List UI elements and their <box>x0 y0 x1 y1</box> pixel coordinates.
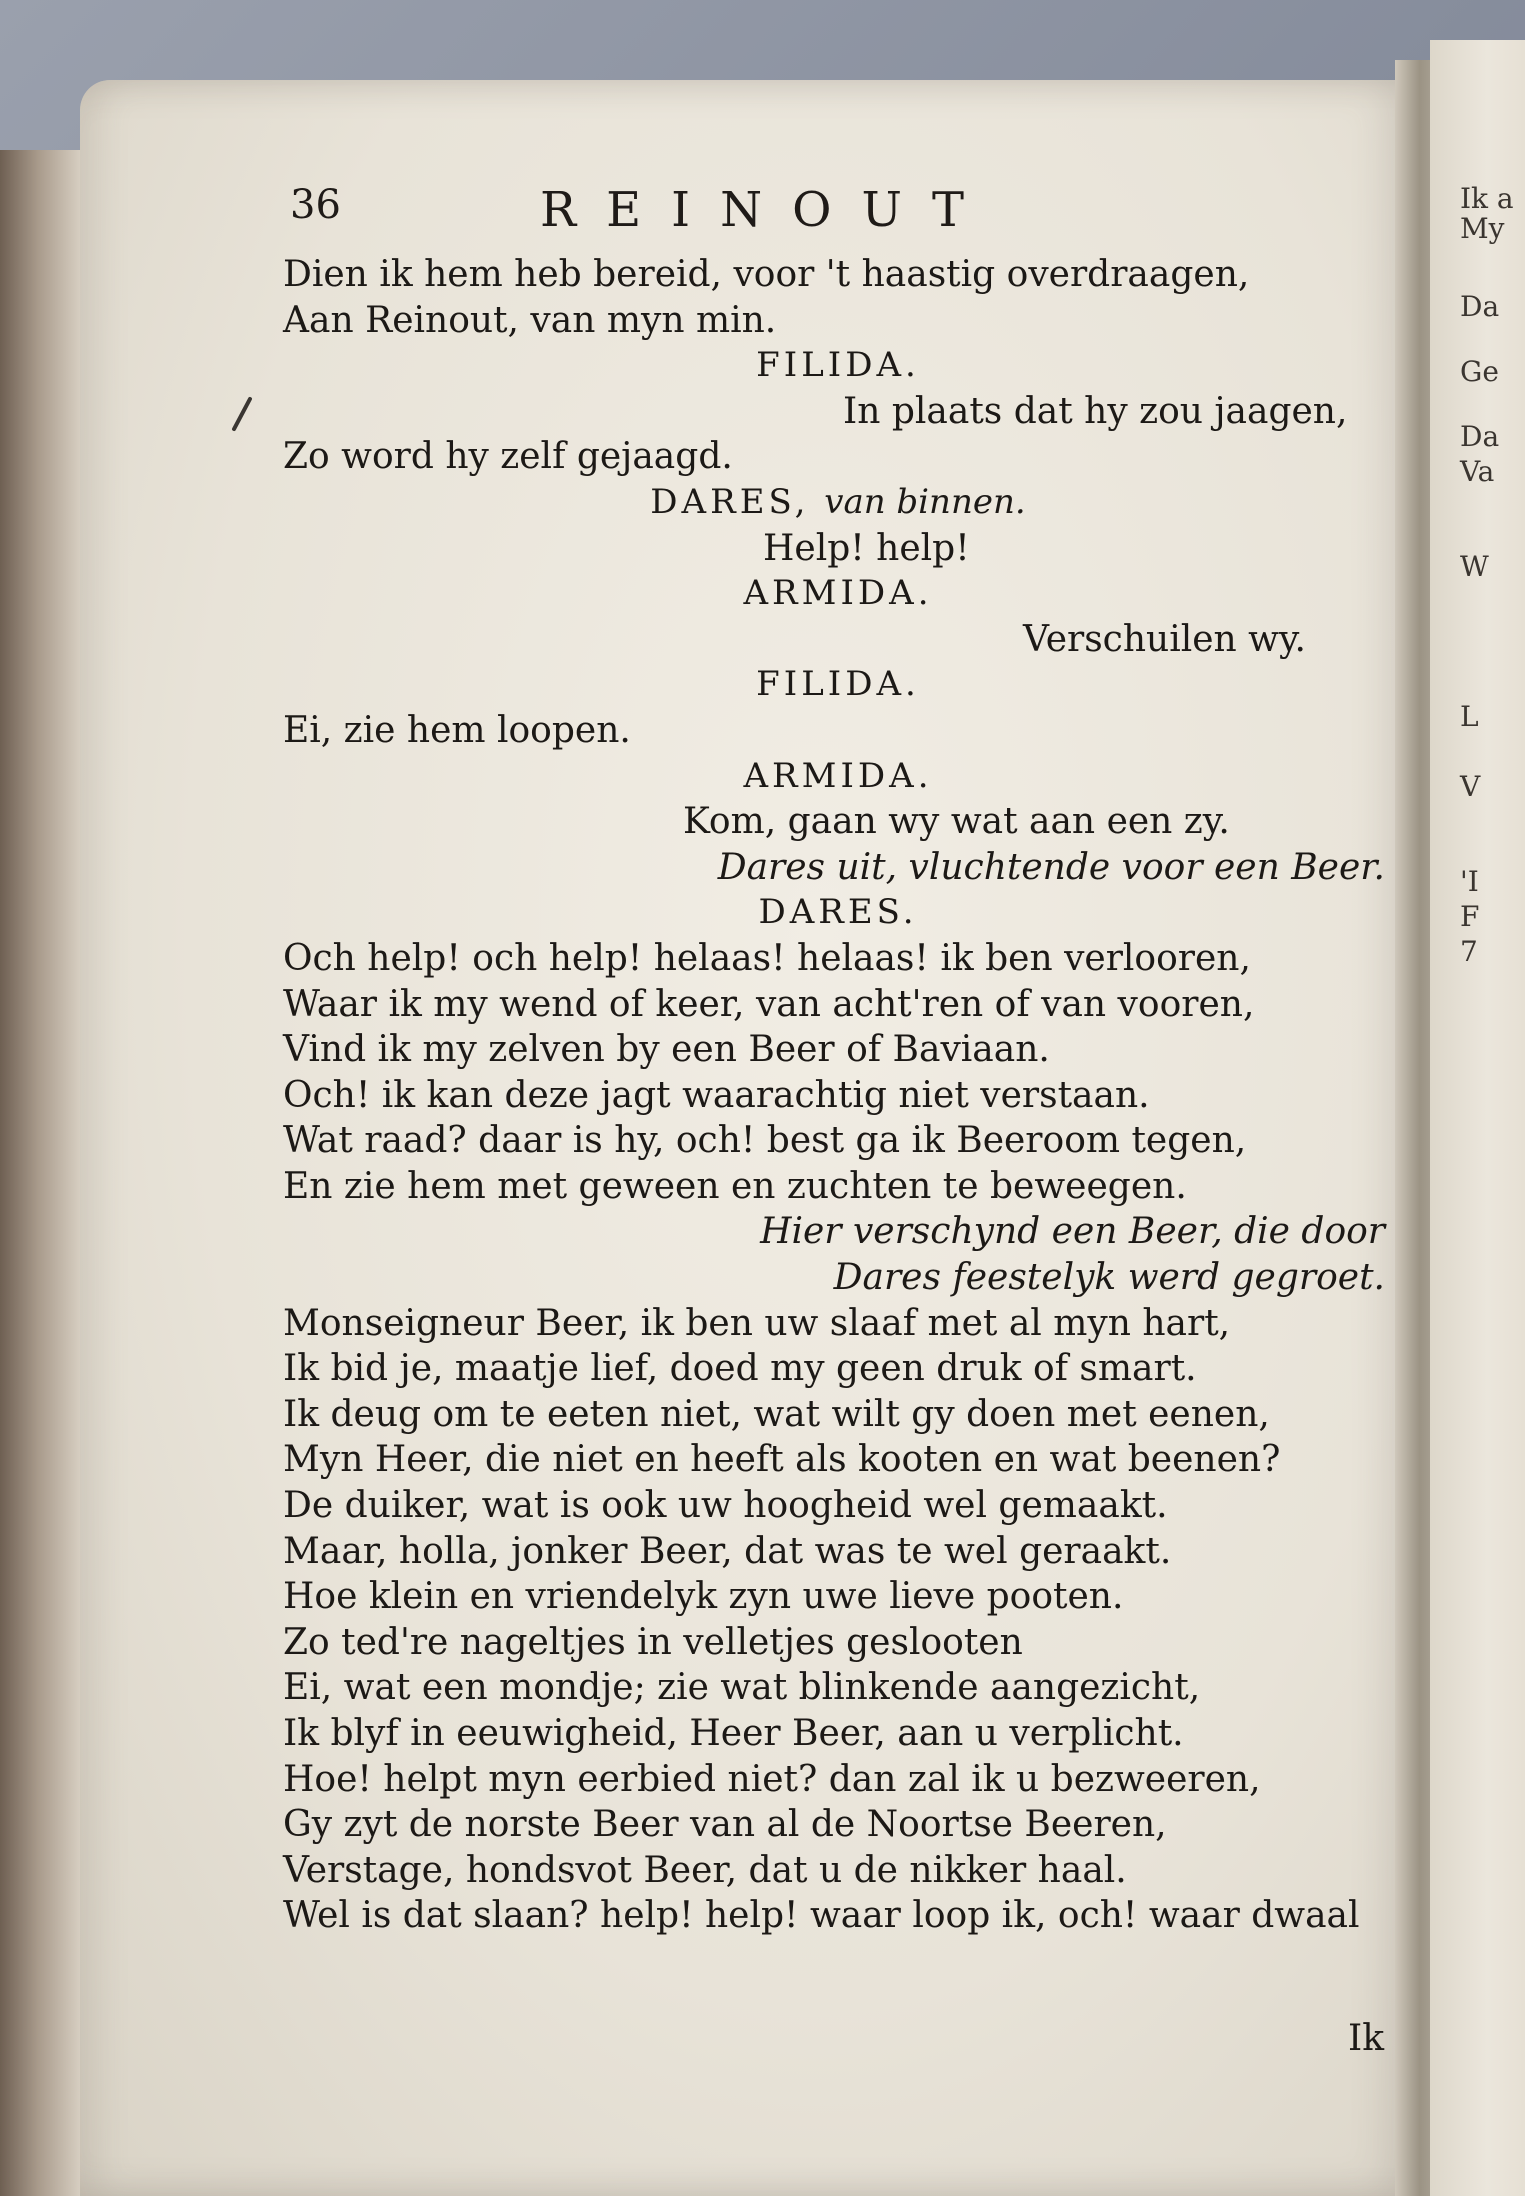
line-text: Ei, wat een mondje; zie wat blinkende aangezicht, <box>283 1667 1201 1709</box>
line-text: Hoe! helpt myn eerbied niet? dan zal ik u bezweeren, <box>283 1758 1261 1800</box>
verse-line <box>283 708 1393 754</box>
line-text: Ik bid je, maatje lief, doed my geen druk of smart. <box>283 1348 1197 1390</box>
verse-line <box>283 1483 1393 1529</box>
facing-fragment: F <box>1460 900 1480 933</box>
line-text: Ik blyf in eeuwigheid, Heer Beer, aan u verplicht. <box>283 1713 1184 1754</box>
running-title: REINOUT <box>540 182 994 238</box>
line-text: Zo word hy zelf gejaagd. <box>283 436 733 478</box>
speaker-heading <box>283 571 1393 617</box>
line-text: Hoe klein en vriendelyk zyn uwe lieve pooten. <box>283 1576 1124 1618</box>
line-text: Maar, holla, jonker Beer, dat was te wel geraakt. <box>283 1530 1172 1572</box>
line-text: Gy zyt de norste Beer van al de Noortse Beeren, <box>283 1804 1167 1846</box>
line-text: Ei, zie hem loopen. <box>283 709 631 751</box>
line-text: ARMIDA. <box>743 573 933 614</box>
line-text: Waar ik my wend of keer, van acht'ren of van vooren, <box>283 983 1255 1025</box>
verse-line <box>283 1073 1393 1119</box>
running-head <box>290 182 1390 242</box>
line-text: Wel is dat slaan? help! help! waar loop ik, och! waar dwaal <box>283 1895 1360 1937</box>
line-text: DARES. <box>758 892 918 933</box>
facing-fragment: My <box>1460 212 1505 245</box>
speaker-heading <box>283 343 1393 389</box>
line-text: Och! ik kan deze jagt waarachtig niet verstaan. <box>283 1074 1150 1116</box>
stage-direction <box>283 1209 1393 1255</box>
verse-line <box>283 982 1393 1028</box>
line-text: Vind ik my zelven by een Beer of Baviaan. <box>283 1029 1050 1071</box>
verse-line <box>283 1711 1393 1757</box>
verse-line <box>283 1802 1393 1848</box>
speaker-heading <box>283 662 1393 708</box>
line-text: Help! help! <box>763 527 970 569</box>
line-text: Myn Heer, die niet en heeft als kooten en wat beenen? <box>283 1439 1281 1481</box>
line-text: Verschuilen wy. <box>1023 618 1306 660</box>
verse-line <box>283 1118 1393 1164</box>
verse-line <box>283 1346 1393 1392</box>
facing-fragment: Da <box>1460 290 1500 323</box>
facing-fragment: V <box>1460 770 1481 803</box>
verse-line <box>283 1301 1393 1347</box>
line-text: De duiker, wat is ook uw hoogheid wel gemaakt. <box>283 1485 1168 1527</box>
facing-page <box>1430 40 1525 2196</box>
line-text: Hier verschynd een Beer, die door <box>760 1211 1385 1253</box>
facing-fragment: L <box>1460 700 1479 733</box>
line-text: ARMIDA. <box>743 755 933 796</box>
stage-direction <box>283 845 1393 891</box>
verse-line <box>283 1392 1393 1438</box>
facing-fragment: 'I <box>1460 865 1479 898</box>
verse-line-continued <box>283 526 1393 572</box>
line-text: Dares feestelyk werd gegroet. <box>833 1257 1385 1299</box>
speaker-heading <box>283 480 1393 526</box>
facing-fragment: Ik a <box>1460 182 1514 215</box>
facing-fragment: 7 <box>1460 935 1478 968</box>
stage-direction <box>283 1255 1393 1301</box>
verse-line <box>283 936 1393 982</box>
verse-line-continued <box>283 389 1393 435</box>
line-text: En zie hem met geween en zuchten te beweegen. <box>283 1165 1187 1207</box>
facing-fragment: Ge <box>1460 355 1499 388</box>
verse-line <box>283 1848 1393 1894</box>
verse-line <box>283 298 1393 344</box>
verse-line <box>283 252 1393 298</box>
line-text: Kom, gaan wy wat aan een zy. <box>683 801 1230 843</box>
line-text: Verstage, hondsvot Beer, dat u de nikker haal. <box>283 1849 1127 1891</box>
line-text: DARES, <box>650 481 810 522</box>
line-text: Dares uit, vluchtende voor een Beer. <box>717 846 1385 888</box>
line-text: FILIDA. <box>756 345 920 386</box>
line-text: Wat raad? daar is hy, och! best ga ik Beeroom tegen, <box>283 1120 1247 1162</box>
facing-fragment: W <box>1460 550 1489 583</box>
verse-line <box>283 434 1393 480</box>
verse-line <box>283 1529 1393 1575</box>
verse-line-continued <box>283 617 1393 663</box>
play-text <box>283 252 1393 1939</box>
speaker-heading <box>283 754 1393 800</box>
verse-line <box>283 1757 1393 1803</box>
line-text: Zo ted're nageltjes in velletjes geslooten <box>283 1621 1023 1663</box>
verse-line <box>283 1665 1393 1711</box>
page-number: 36 <box>290 182 341 228</box>
catchword: Ik <box>1348 2018 1385 2059</box>
line-text: In plaats dat hy zou jaagen, <box>843 390 1348 432</box>
line-text: Och help! och help! helaas! helaas! ik ben verlooren, <box>283 937 1251 979</box>
facing-fragment: Da <box>1460 420 1500 453</box>
verse-line <box>283 1164 1393 1210</box>
verse-line-continued <box>283 799 1393 845</box>
verse-line <box>283 1893 1393 1939</box>
line-text: FILIDA. <box>756 664 920 705</box>
verse-line <box>283 1027 1393 1073</box>
speaker-direction: van binnen. <box>824 481 1026 522</box>
verse-line <box>283 1620 1393 1666</box>
verse-line <box>283 1437 1393 1483</box>
line-text: Ik deug om te eeten niet, wat wilt gy doen met eenen, <box>283 1393 1270 1435</box>
verse-line <box>283 1574 1393 1620</box>
line-text: Monseigneur Beer, ik ben uw slaaf met al myn hart, <box>283 1302 1231 1344</box>
facing-fragment: Va <box>1460 455 1495 488</box>
speaker-heading <box>283 890 1393 936</box>
line-text: Aan Reinout, van myn min. <box>283 299 777 341</box>
line-text: Dien ik hem heb bereid, voor 't haastig overdraagen, <box>283 254 1250 295</box>
